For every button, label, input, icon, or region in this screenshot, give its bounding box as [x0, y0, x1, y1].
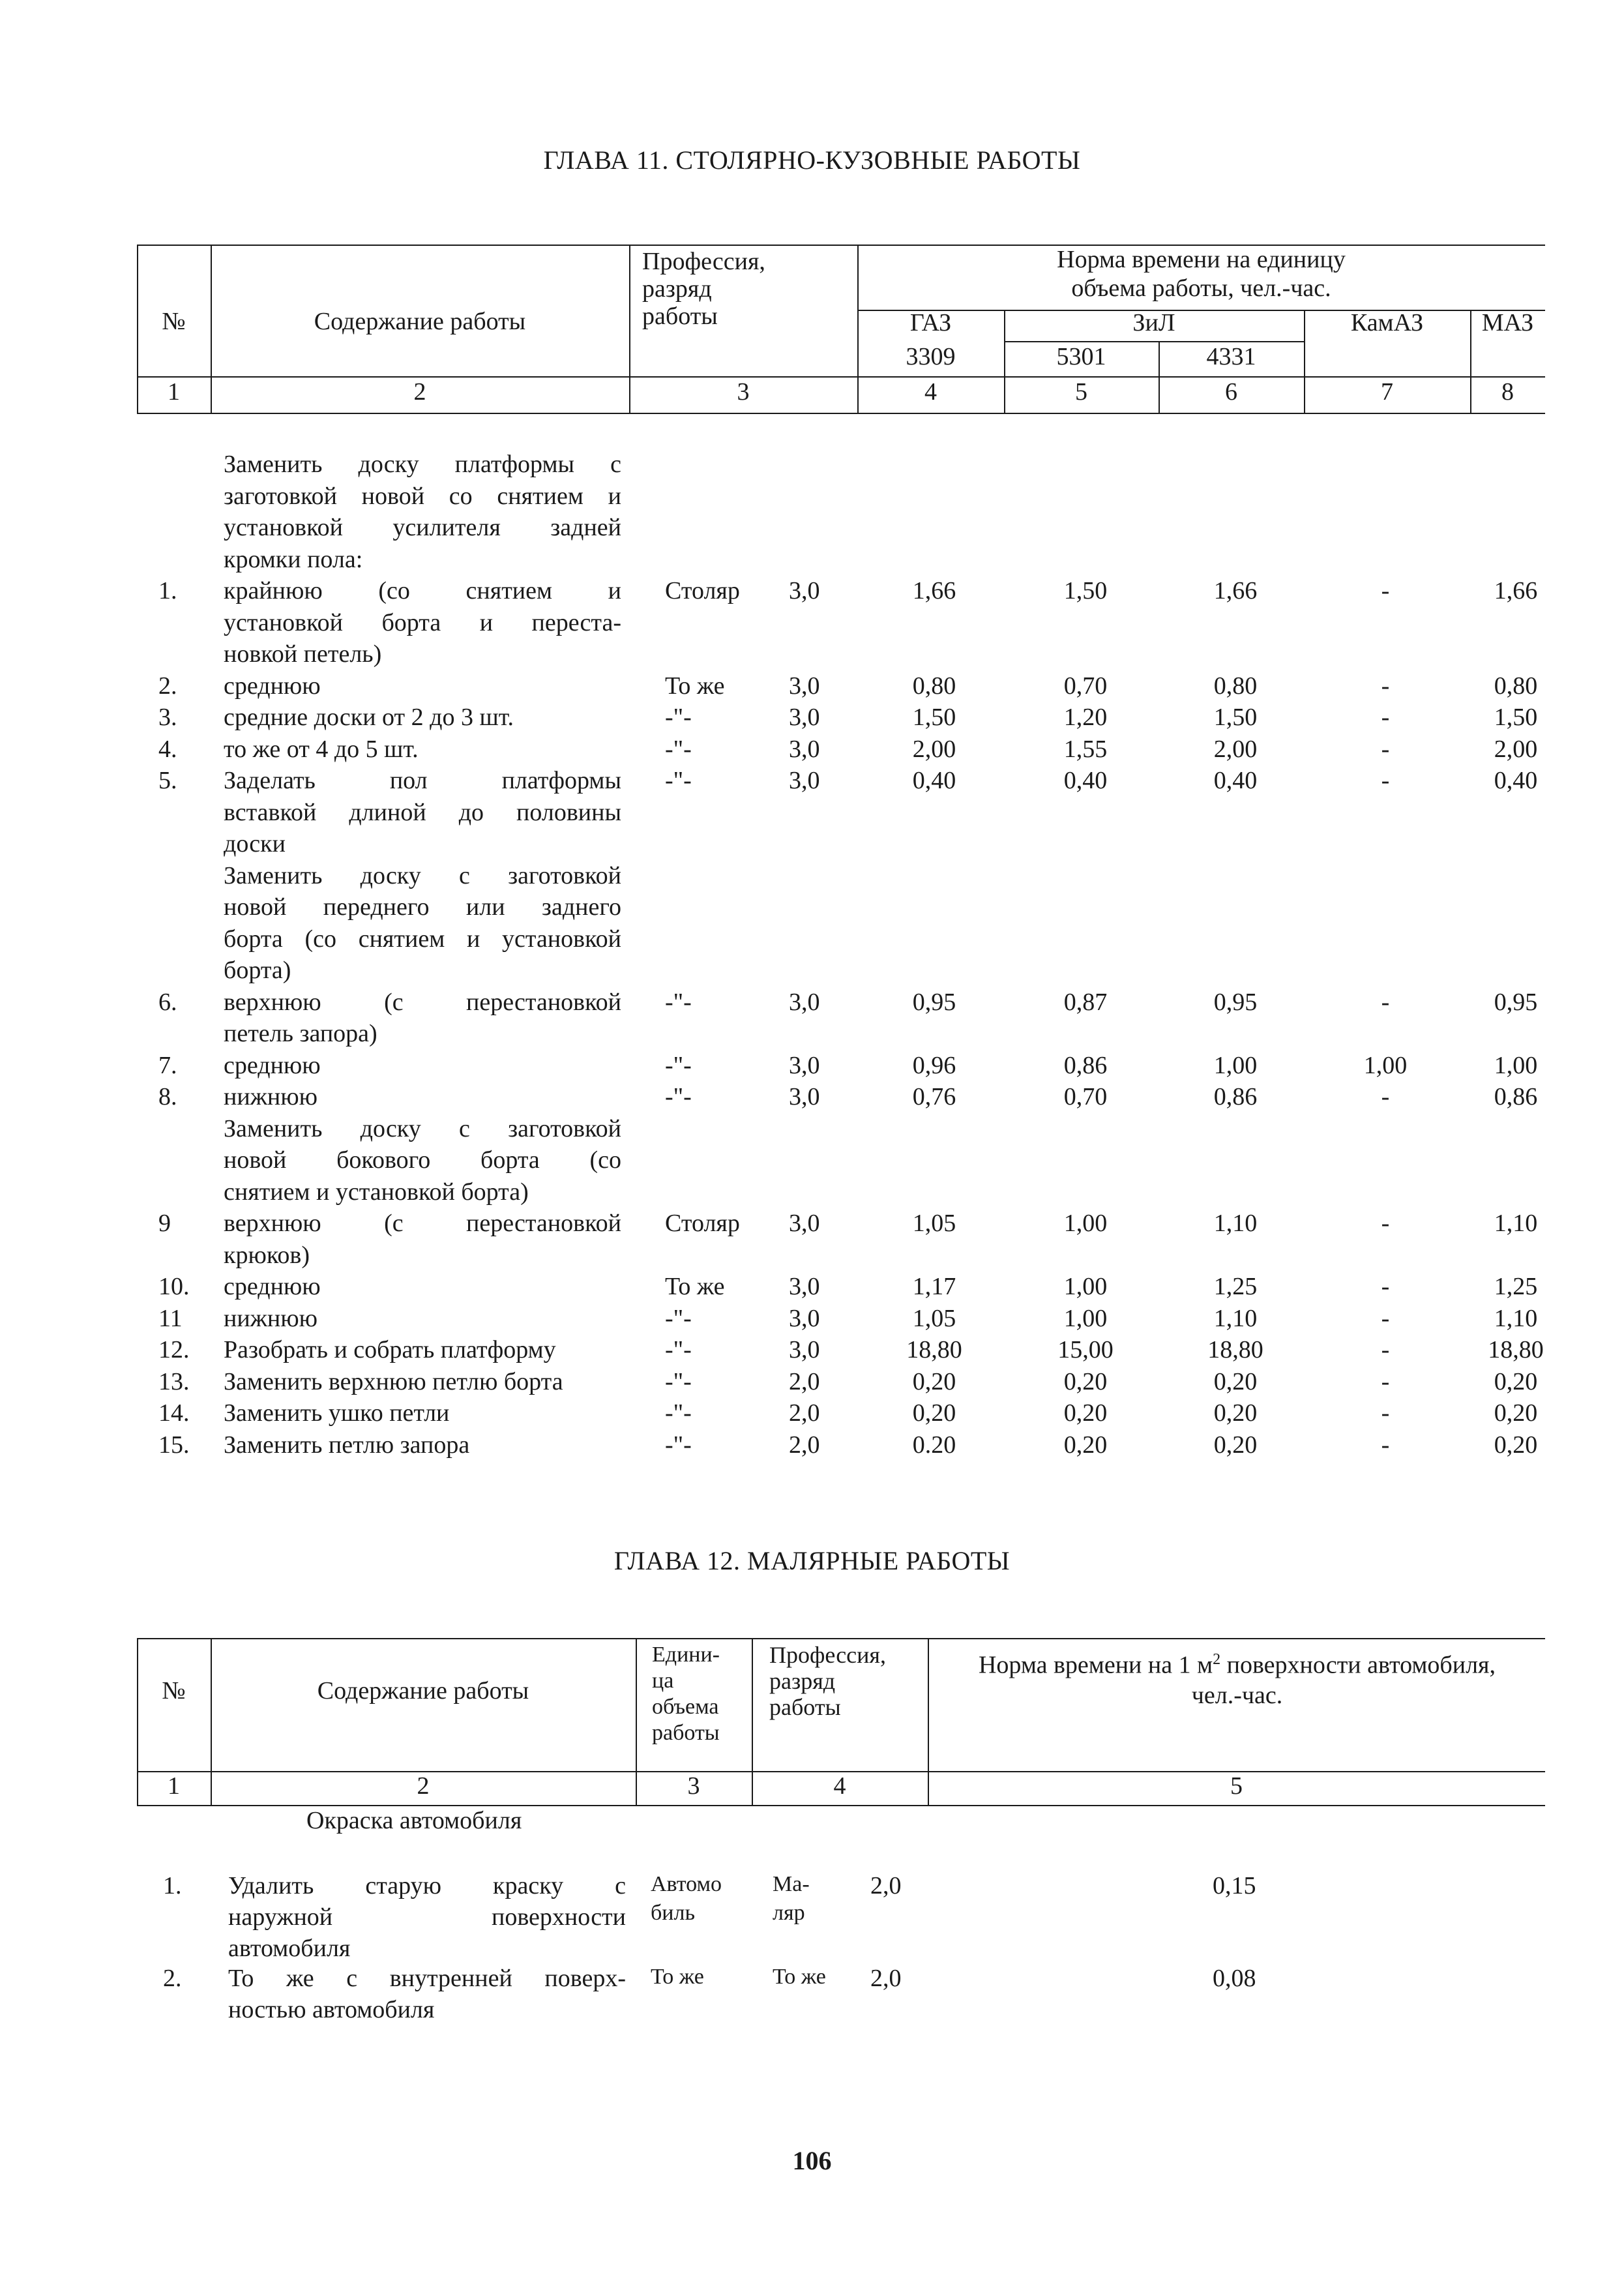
chapter-11-title: ГЛАВА 11. СТОЛЯРНО-КУЗОВНЫЕ РАБОТЫ	[543, 145, 1081, 175]
row-zil-5301: 0,20	[1063, 1399, 1108, 1427]
row-maz: 2,00	[1494, 735, 1538, 763]
row-number: 10.	[158, 1273, 190, 1300]
row-description: доски	[224, 830, 286, 857]
row-grade: 2,0	[789, 1431, 820, 1459]
row-description: нижнюю	[224, 1083, 318, 1110]
col-number: 3	[737, 378, 750, 406]
row-grade: 3,0	[789, 1051, 820, 1079]
row-gaz: 18,80	[906, 1336, 962, 1363]
row-description: среднюю	[224, 1051, 321, 1079]
col-number: 4	[924, 378, 937, 406]
row-maz: 1,10	[1494, 1210, 1538, 1237]
page-number: 106	[792, 2146, 832, 2175]
row-zil-4331: 0,95	[1213, 988, 1258, 1016]
row-number: 1.	[158, 577, 177, 604]
row-profession: -"-	[665, 1399, 692, 1427]
group-heading-line: Заменить доску с заготовкой	[224, 1114, 621, 1142]
row-gaz: 0,96	[912, 1051, 956, 1079]
t2-col-number: 1	[168, 1772, 180, 1800]
row-zil-4331: 1,00	[1213, 1051, 1258, 1079]
header-maz: МАЗ	[1481, 309, 1534, 336]
row-kamaz: -	[1381, 1399, 1390, 1427]
row-description: нижнюю	[224, 1304, 318, 1332]
row-number: 4.	[158, 735, 177, 763]
row-profession: Столяр	[665, 577, 740, 604]
t2-row-profession: То же	[773, 1965, 826, 1989]
row-maz: 0,80	[1494, 672, 1538, 700]
row-description: верхнюю (с перестановкой	[224, 1210, 621, 1237]
row-zil-5301: 1,00	[1063, 1304, 1108, 1332]
col-number: 2	[413, 378, 426, 406]
row-zil-5301: 0,86	[1063, 1051, 1108, 1079]
row-kamaz: -	[1381, 672, 1390, 700]
row-number: 12.	[158, 1336, 190, 1363]
group-heading-line: борта)	[224, 957, 291, 984]
t2-row-description: автомобиля	[228, 1935, 351, 1962]
row-description: петель запора)	[224, 1020, 377, 1047]
row-zil-4331: 18,80	[1207, 1336, 1263, 1363]
row-maz: 1,50	[1494, 704, 1538, 731]
t2-row-description: наружной поверхности	[228, 1903, 626, 1931]
t2-col-number: 5	[1230, 1772, 1243, 1800]
row-zil-4331: 0,86	[1213, 1083, 1258, 1110]
row-zil-5301: 1,00	[1063, 1210, 1108, 1237]
row-zil-5301: 0,87	[1063, 988, 1108, 1016]
row-grade: 3,0	[789, 672, 820, 700]
row-description: крайнюю (со снятием и	[224, 577, 621, 604]
row-gaz: 1,05	[912, 1210, 956, 1237]
col-number: 7	[1381, 378, 1393, 406]
row-description: установкой борта и переста-	[224, 608, 621, 636]
row-zil-4331: 0,20	[1213, 1431, 1258, 1459]
row-zil-4331: 1,25	[1213, 1273, 1258, 1300]
row-zil-4331: 0,20	[1213, 1367, 1258, 1395]
t2-header-content: Содержание работы	[317, 1677, 529, 1704]
row-grade: 3,0	[789, 735, 820, 763]
row-gaz: 1,05	[912, 1304, 956, 1332]
t2-row-norm: 0,15	[1213, 1872, 1256, 1899]
row-kamaz: -	[1381, 1304, 1390, 1332]
row-description: крюков)	[224, 1241, 310, 1269]
row-maz: 0,20	[1494, 1367, 1538, 1395]
group-heading-line: Заменить доску платформы с	[224, 451, 621, 478]
t2-row-norm: 0,08	[1213, 1965, 1256, 1992]
row-zil-5301: 0,40	[1063, 767, 1108, 794]
row-kamaz: -	[1381, 1336, 1390, 1363]
row-zil-5301: 1,20	[1063, 704, 1108, 731]
row-grade: 3,0	[789, 1336, 820, 1363]
header-gaz-model: 3309	[906, 343, 956, 370]
row-number: 7.	[158, 1051, 177, 1079]
row-gaz: 1,50	[912, 704, 956, 731]
row-zil-4331: 0,80	[1213, 672, 1258, 700]
row-profession: -"-	[665, 1083, 692, 1110]
row-description: новкой петель)	[224, 640, 382, 668]
row-number: 2.	[158, 672, 177, 700]
row-description: Заменить ушко петли	[224, 1399, 450, 1427]
row-grade: 3,0	[789, 704, 820, 731]
t2-row-grade: 2,0	[870, 1965, 902, 1992]
row-maz: 0,40	[1494, 767, 1538, 794]
row-profession: -"-	[665, 735, 692, 763]
row-profession: -"-	[665, 988, 692, 1016]
row-description: вставкой длиной до половины	[224, 798, 621, 826]
header-zil-4331: 4331	[1206, 343, 1256, 370]
row-grade: 3,0	[789, 1273, 820, 1300]
row-description: Заделать пол платформы	[224, 767, 621, 794]
row-maz: 1,00	[1494, 1051, 1538, 1079]
row-zil-4331: 0,40	[1213, 767, 1258, 794]
row-gaz: 0,20	[912, 1399, 956, 1427]
row-kamaz: -	[1381, 767, 1390, 794]
row-profession: -"-	[665, 767, 692, 794]
t2-header-norm: Норма времени на 1 $м^2$ поверхности автомобиля, чел.-час.	[978, 1651, 1496, 1709]
row-profession: -"-	[665, 1051, 692, 1079]
row-zil-4331: 2,00	[1213, 735, 1258, 763]
header-profession: Профессия, разряд работы	[642, 248, 765, 330]
group-heading-line: новой бокового борта (со	[224, 1146, 621, 1174]
row-profession: -"-	[665, 1304, 692, 1332]
t2-row-number: 1.	[163, 1872, 182, 1899]
row-maz: 18,80	[1488, 1336, 1544, 1363]
row-grade: 3,0	[789, 1083, 820, 1110]
row-number: 15.	[158, 1431, 190, 1459]
row-number: 11	[158, 1304, 183, 1332]
row-description: Заменить петлю запора	[224, 1431, 470, 1459]
row-zil-5301: 1,00	[1063, 1273, 1108, 1300]
row-gaz: 2,00	[912, 735, 956, 763]
row-maz: 1,10	[1494, 1304, 1538, 1332]
row-profession: -"-	[665, 704, 692, 731]
row-maz: 0,20	[1494, 1431, 1538, 1459]
row-zil-4331: 0,20	[1213, 1399, 1258, 1427]
row-kamaz: -	[1381, 1210, 1390, 1237]
t2-col-number: 2	[417, 1772, 430, 1800]
t2-col-number: 4	[833, 1772, 846, 1800]
t2-col-number: 3	[687, 1772, 700, 1800]
row-description: верхнюю (с перестановкой	[224, 988, 621, 1016]
row-gaz: 0,95	[912, 988, 956, 1016]
col-number: 5	[1075, 378, 1087, 406]
row-profession: То же	[665, 1273, 725, 1300]
group-heading-line: кромки пола:	[224, 545, 363, 573]
row-kamaz: -	[1381, 577, 1390, 604]
row-zil-5301: 1,50	[1063, 577, 1108, 604]
row-zil-5301: 0,70	[1063, 1083, 1108, 1110]
row-grade: 3,0	[789, 1210, 820, 1237]
t2-row-profession: ляр	[773, 1901, 805, 1925]
header-content: Содержание работы	[314, 308, 526, 335]
row-gaz: 0,40	[912, 767, 956, 794]
t2-header-unit: Едини- ца объема работы	[652, 1643, 720, 1745]
t2-row-grade: 2,0	[870, 1872, 902, 1899]
row-number: 3.	[158, 704, 177, 731]
header-zil-5301: 5301	[1056, 343, 1106, 370]
row-number: 5.	[158, 767, 177, 794]
row-maz: 0,95	[1494, 988, 1538, 1016]
col-number: 1	[168, 378, 180, 406]
row-grade: 2,0	[789, 1367, 820, 1395]
row-maz: 0,20	[1494, 1399, 1538, 1427]
header-gaz: ГАЗ	[909, 309, 952, 336]
row-profession: То же	[665, 672, 725, 700]
row-number: 6.	[158, 988, 177, 1016]
row-kamaz: -	[1381, 988, 1390, 1016]
row-maz: 0,86	[1494, 1083, 1538, 1110]
row-zil-5301: 0,70	[1063, 672, 1108, 700]
group-heading-line: установкой усилителя задней	[224, 514, 621, 541]
t2-row-number: 2.	[163, 1965, 182, 1992]
t2-header-num: №	[162, 1677, 186, 1704]
row-zil-4331: 1,50	[1213, 704, 1258, 731]
t2-row-unit: То же	[651, 1965, 704, 1989]
group-heading-line: снятием и установкой борта)	[224, 1178, 529, 1206]
row-grade: 3,0	[789, 1304, 820, 1332]
t2-row-unit: Автомо	[651, 1872, 722, 1896]
row-gaz: 0,76	[912, 1083, 956, 1110]
row-number: 14.	[158, 1399, 190, 1427]
row-zil-4331: 1,66	[1213, 577, 1258, 604]
t2-row-unit: биль	[651, 1901, 695, 1925]
row-kamaz: -	[1381, 1431, 1390, 1459]
row-number: 9	[158, 1210, 171, 1237]
row-grade: 3,0	[789, 988, 820, 1016]
row-grade: 2,0	[789, 1399, 820, 1427]
row-kamaz: -	[1381, 1367, 1390, 1395]
row-zil-4331: 1,10	[1213, 1210, 1258, 1237]
row-profession: -"-	[665, 1431, 692, 1459]
header-kamaz: КамАЗ	[1350, 309, 1424, 336]
row-number: 8.	[158, 1083, 177, 1110]
t2-row-profession: Ма-	[773, 1872, 810, 1896]
row-description: среднюю	[224, 1273, 321, 1300]
row-kamaz: -	[1381, 1273, 1390, 1300]
group-heading-line: заготовкой новой со снятием и	[224, 482, 621, 510]
row-gaz: 1,66	[912, 577, 956, 604]
row-description: средние доски от 2 до 3 шт.	[224, 704, 514, 731]
header-norm: Норма времени на единицу объема работы, чел.-час.	[1057, 246, 1346, 302]
row-maz: 1,66	[1494, 577, 1538, 604]
t2-row-description: Удалить старую краску с	[228, 1872, 626, 1899]
row-description: Заменить верхнюю петлю борта	[224, 1367, 563, 1395]
row-kamaz: -	[1381, 1083, 1390, 1110]
group-heading-line: Заменить доску с заготовкой	[224, 861, 621, 889]
row-gaz: 1,17	[912, 1273, 956, 1300]
section-label: Окраска автомобиля	[306, 1807, 522, 1834]
row-grade: 3,0	[789, 577, 820, 604]
col-number: 6	[1225, 378, 1237, 406]
row-grade: 3,0	[789, 767, 820, 794]
row-description: Разобрать и собрать платформу	[224, 1336, 556, 1363]
row-profession: -"-	[665, 1336, 692, 1363]
row-profession: -"-	[665, 1367, 692, 1395]
t2-row-description: То же с внутренней поверх-	[228, 1965, 626, 1992]
header-num: №	[162, 308, 186, 335]
header-zil: ЗиЛ	[1132, 309, 1175, 336]
row-gaz: 0,80	[912, 672, 956, 700]
group-heading-line: новой переднего или заднего	[224, 893, 621, 921]
row-number: 13.	[158, 1367, 190, 1395]
t2-header-profession: Профессия, разряд работы	[769, 1642, 886, 1720]
row-zil-5301: 15,00	[1057, 1336, 1114, 1363]
row-kamaz: 1,00	[1363, 1051, 1408, 1079]
row-zil-5301: 1,55	[1063, 735, 1108, 763]
row-description: то же от 4 до 5 шт.	[224, 735, 419, 763]
col-number: 8	[1501, 378, 1514, 406]
row-zil-5301: 0,20	[1063, 1431, 1108, 1459]
row-gaz: 0,20	[912, 1367, 956, 1395]
row-profession: Столяр	[665, 1210, 740, 1237]
group-heading-line: борта (со снятием и установкой	[224, 925, 621, 953]
row-kamaz: -	[1381, 704, 1390, 731]
row-kamaz: -	[1381, 735, 1390, 763]
t2-row-description: ностью автомобиля	[228, 1996, 435, 2023]
row-description: среднюю	[224, 672, 321, 700]
chapter-12-title: ГЛАВА 12. МАЛЯРНЫЕ РАБОТЫ	[613, 1546, 1011, 1575]
row-gaz: 0.20	[912, 1431, 956, 1459]
row-zil-4331: 1,10	[1213, 1304, 1258, 1332]
row-zil-5301: 0,20	[1063, 1367, 1108, 1395]
row-maz: 1,25	[1494, 1273, 1538, 1300]
